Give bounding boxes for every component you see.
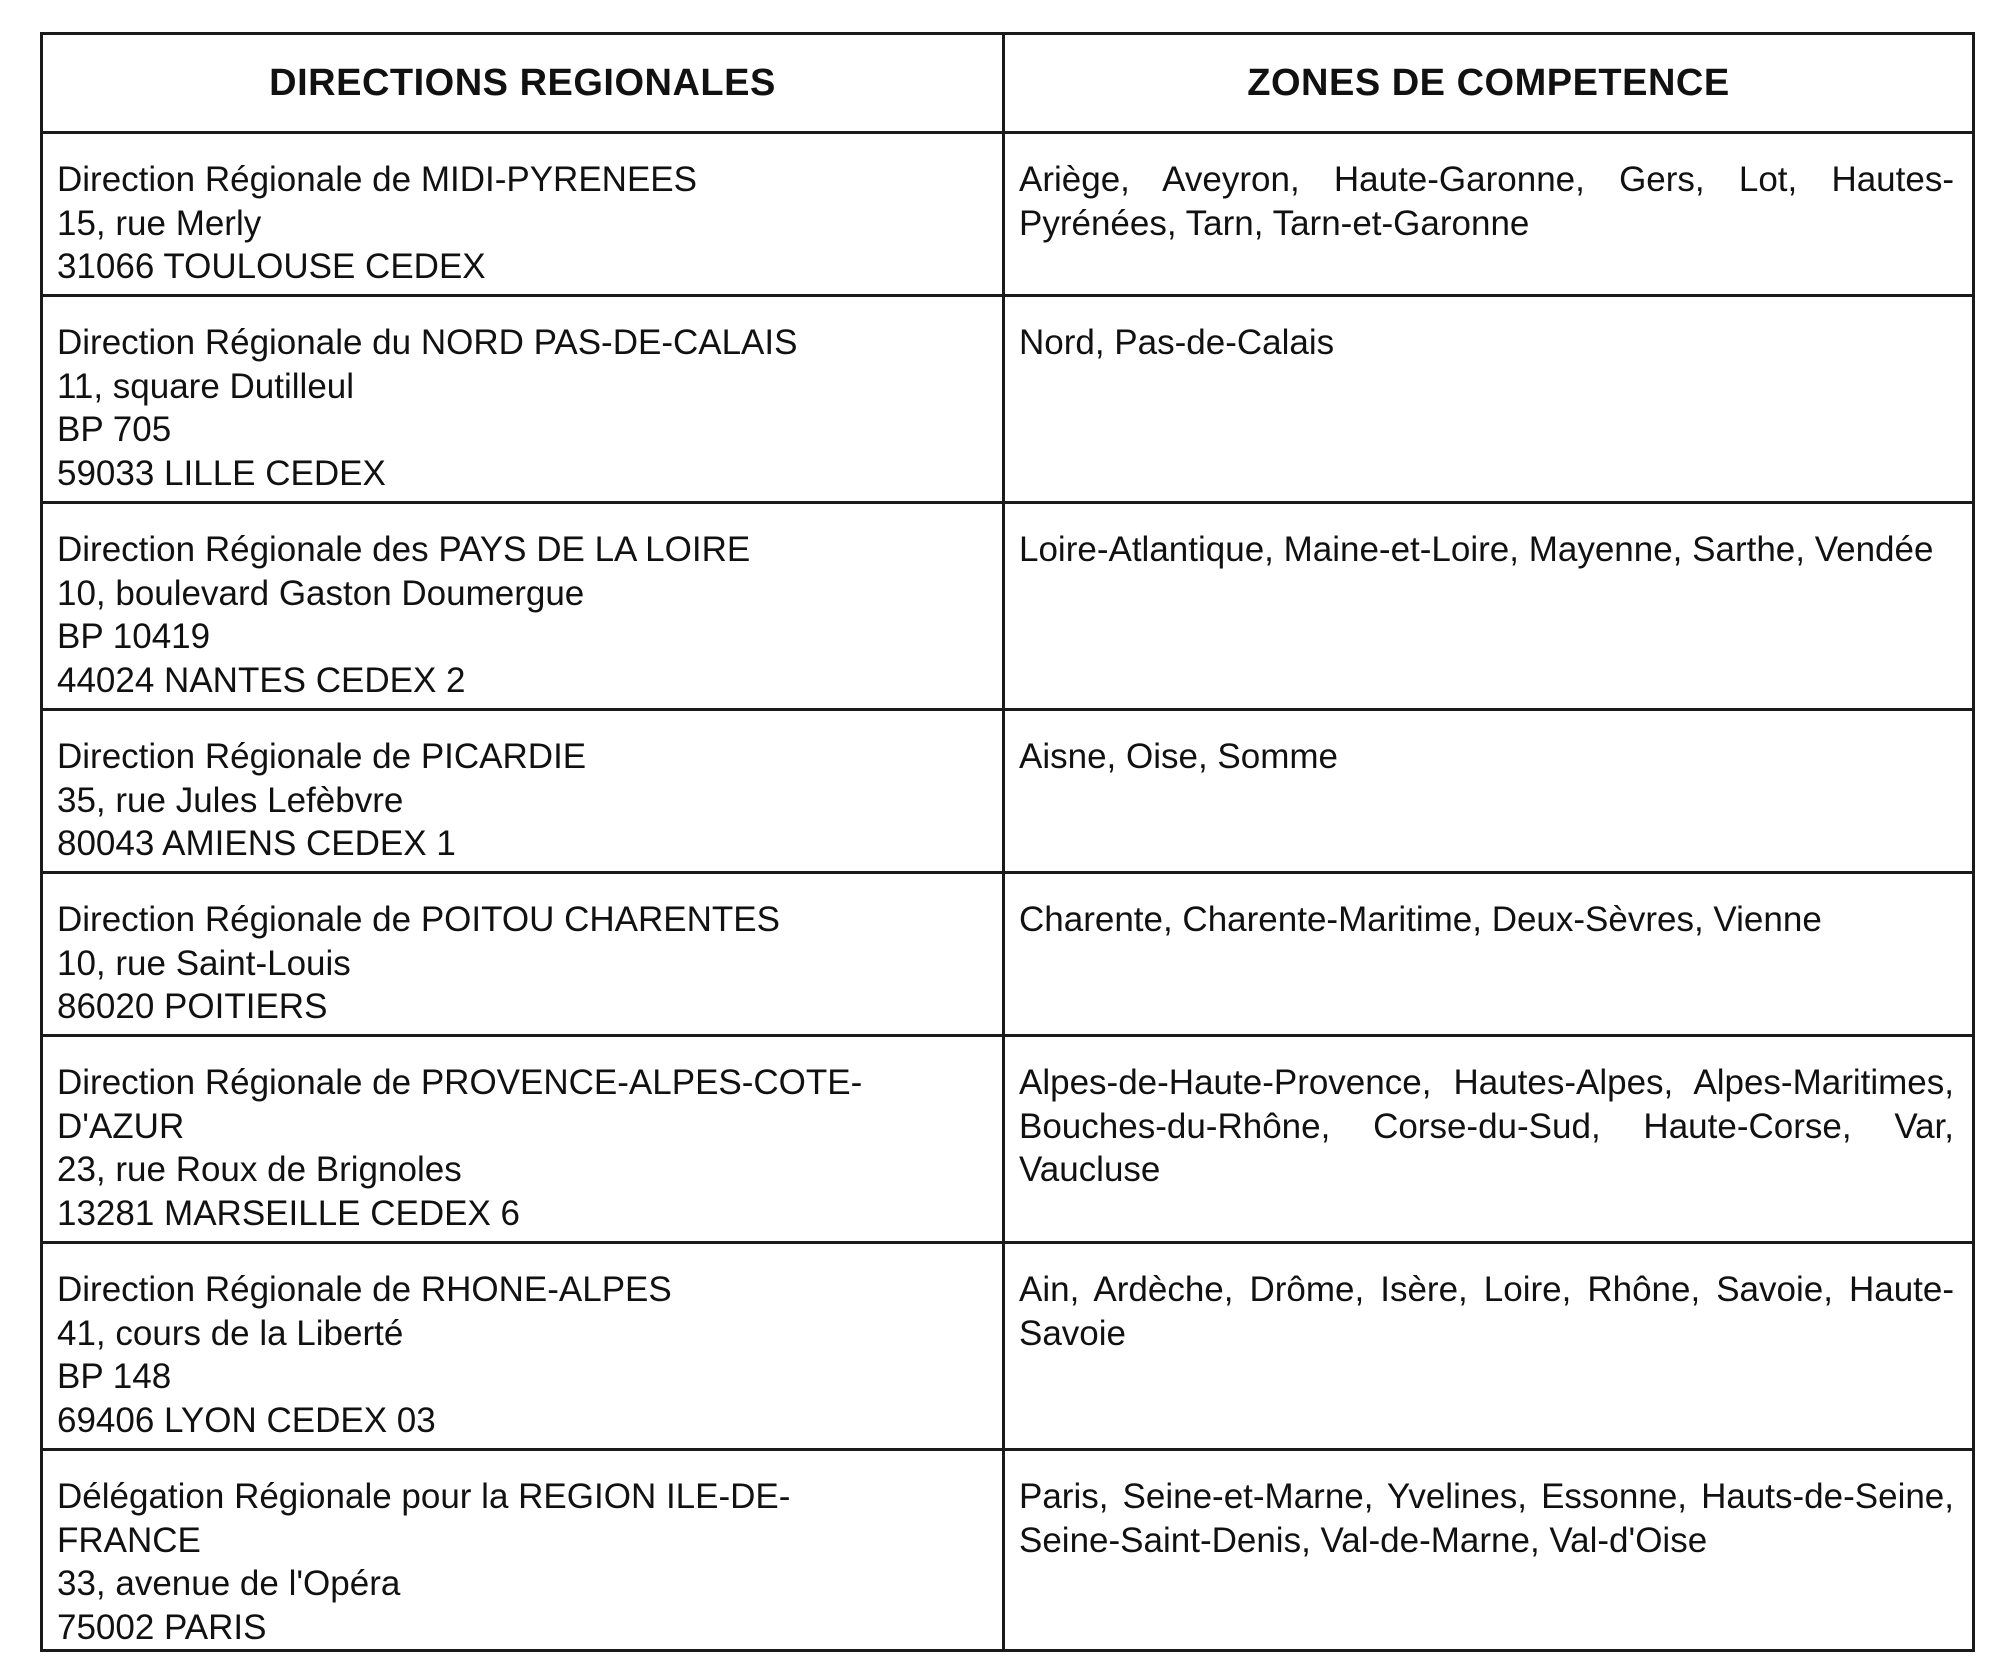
zones-text: Aisne, Oise, Somme xyxy=(1019,737,1338,776)
table-row xyxy=(42,133,1974,296)
direction-cell xyxy=(42,710,1004,873)
table-header-row xyxy=(42,34,1974,133)
address-line: 41, cours de la Liberté xyxy=(57,1313,404,1353)
table-row xyxy=(42,1036,1974,1243)
address-line: 11, square Dutilleul xyxy=(57,366,355,406)
address-line: 15, rue Merly xyxy=(57,203,262,243)
zones-text: Charente, Charente-Maritime, Deux-Sèvres, Vienne xyxy=(1019,900,1822,939)
address-line: 23, rue Roux de Brignoles xyxy=(57,1150,462,1189)
address-line: BP 148 xyxy=(57,1357,172,1396)
address-line: 33, avenue de l'Opéra xyxy=(57,1564,401,1603)
address-line: BP 10419 xyxy=(57,617,211,656)
direction-cell xyxy=(42,1450,1004,1651)
direction-cell xyxy=(42,503,1004,710)
zones-cell xyxy=(1004,1450,1974,1651)
direction-name: Direction Régionale de MIDI-PYRENEES xyxy=(57,160,697,199)
direction-cell xyxy=(42,1243,1004,1450)
address-line: 69406 LYON CEDEX 03 xyxy=(57,1400,436,1440)
address-line: 44024 NANTES CEDEX 2 xyxy=(57,660,466,700)
table-row xyxy=(42,296,1974,503)
direction-name-continued: D'AZUR xyxy=(57,1106,185,1146)
direction-name: Direction Régionale de POITOU CHARENTES xyxy=(57,900,780,939)
direction-name: Délégation Régionale pour la REGION ILE-DE- xyxy=(57,1477,791,1516)
address-line: 80043 AMIENS CEDEX 1 xyxy=(57,824,456,863)
address-line: 31066 TOULOUSE CEDEX xyxy=(57,247,486,286)
address-line: 10, boulevard Gaston Doumergue xyxy=(57,573,585,613)
table-row xyxy=(42,873,1974,1036)
direction-name: Direction Régionale du NORD PAS-DE-CALAIS xyxy=(57,323,798,362)
zones-text: Loire-Atlantique, Maine-et-Loire, Mayenne, Sarthe, Vendée xyxy=(1019,530,1934,569)
direction-cell xyxy=(42,296,1004,503)
direction-name-continued: FRANCE xyxy=(57,1520,201,1560)
table-row xyxy=(42,503,1974,710)
zones-cell xyxy=(1004,710,1974,873)
regional-directions-table xyxy=(40,32,1975,1652)
direction-cell xyxy=(42,1036,1004,1243)
direction-cell xyxy=(42,133,1004,296)
direction-name: Direction Régionale de PICARDIE xyxy=(57,737,587,776)
zones-cell xyxy=(1004,873,1974,1036)
direction-name: Direction Régionale des PAYS DE LA LOIRE xyxy=(57,530,751,569)
address-line: 35, rue Jules Lefèbvre xyxy=(57,780,404,820)
zones-cell xyxy=(1004,503,1974,710)
zones-cell xyxy=(1004,296,1974,503)
zones-text: Alpes-de-Haute-Provence, Hautes-Alpes, Alpes-Maritimes, Bouches-du-Rhône, Corse-du-Sud, Haute-Corse, Var, Vaucluse xyxy=(1019,1063,1954,1189)
zones-text: Ariège, Aveyron, Haute-Garonne, Gers, Lot, Hautes-Pyrénées, Tarn, Tarn-et-Garonne xyxy=(1019,160,1954,243)
direction-cell xyxy=(42,873,1004,1036)
direction-name: Direction Régionale de RHONE-ALPES xyxy=(57,1270,672,1309)
address-line: BP 705 xyxy=(57,410,172,449)
address-line: 86020 POITIERS xyxy=(57,987,328,1026)
zones-cell xyxy=(1004,1036,1974,1243)
table-row xyxy=(42,1450,1974,1651)
table-row xyxy=(42,1243,1974,1450)
address-line: 10, rue Saint-Louis xyxy=(57,943,351,983)
zones-text: Nord, Pas-de-Calais xyxy=(1019,323,1335,362)
direction-name: Direction Régionale de PROVENCE-ALPES-COTE- xyxy=(57,1063,863,1102)
table-row xyxy=(42,710,1974,873)
header-directions: DIRECTIONS REGIONALES xyxy=(42,34,1004,133)
zones-text: Ain, Ardèche, Drôme, Isère, Loire, Rhône, Savoie, Haute-Savoie xyxy=(1019,1270,1954,1353)
address-line: 59033 LILLE CEDEX xyxy=(57,453,386,493)
header-zones: ZONES DE COMPETENCE xyxy=(1004,34,1974,133)
zones-cell xyxy=(1004,133,1974,296)
address-line: 13281 MARSEILLE CEDEX 6 xyxy=(57,1193,521,1233)
zones-text: Paris, Seine-et-Marne, Yvelines, Essonne, Hauts-de-Seine, Seine-Saint-Denis, Val-de-Marne, Val-d'Oise xyxy=(1019,1477,1954,1560)
address-line: 75002 PARIS xyxy=(57,1607,267,1647)
zones-cell xyxy=(1004,1243,1974,1450)
